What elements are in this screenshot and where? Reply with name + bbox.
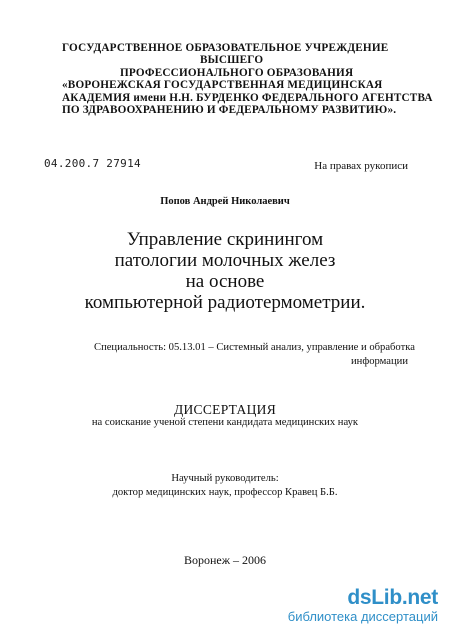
archive-stamp-number: 04.200.7 27914 — [44, 157, 141, 170]
watermark-subtitle: библиотека диссертаций — [287, 609, 438, 624]
institution-line: ПРОФЕССИОНАЛЬНОГО ОБРАЗОВАНИЯ — [120, 66, 354, 79]
dissertation-topic — [0, 229, 450, 313]
watermark-logo[interactable]: dsLib.net — [347, 586, 438, 609]
institution-line: ГОСУДАРСТВЕННОЕ ОБРАЗОВАТЕЛЬНОЕ УЧРЕЖДЕНИЕ — [62, 42, 389, 54]
author-name: Попов Андрей Николаевич — [160, 196, 290, 207]
specialty-line-continued: информации — [351, 356, 408, 367]
city-year: Воронеж – 2006 — [183, 553, 267, 567]
degree-statement: на соискание ученой степени кандидата медицинских наук — [91, 417, 359, 428]
supervisor-label: Научный руководитель: — [171, 473, 279, 484]
topic-line: компьютерной радиотермометрии. — [84, 292, 366, 313]
rights-note: На правах рукописи — [314, 160, 408, 172]
topic-line: патологии молочных желез — [114, 250, 336, 271]
institution-line: ПО ЗДРАВООХРАНЕНИЮ И ФЕДЕРАЛЬНОМУ РАЗВИТИЮ». — [62, 104, 397, 117]
specialty-line: Специальность: 05.13.01 – Системный анализ, управление и обработка — [94, 342, 415, 353]
topic-line: Управление скринингом — [126, 229, 324, 250]
institution-line: ВЫСШЕГО — [200, 54, 264, 67]
institution-line: АКАДЕМИЯ имени Н.Н. БУРДЕНКО ФЕДЕРАЛЬНОГО АГЕНТСТВА — [62, 91, 433, 104]
topic-line: на основе — [185, 271, 265, 292]
institution-header — [40, 42, 433, 117]
supervisor-name: доктор медицинских наук, профессор Кравец Б.Б. — [112, 487, 338, 498]
institution-line: «ВОРОНЕЖСКАЯ ГОСУДАРСТВЕННАЯ МЕДИЦИНСКАЯ — [62, 79, 383, 92]
dissertation-heading: ДИССЕРТАЦИЯ — [173, 402, 276, 417]
